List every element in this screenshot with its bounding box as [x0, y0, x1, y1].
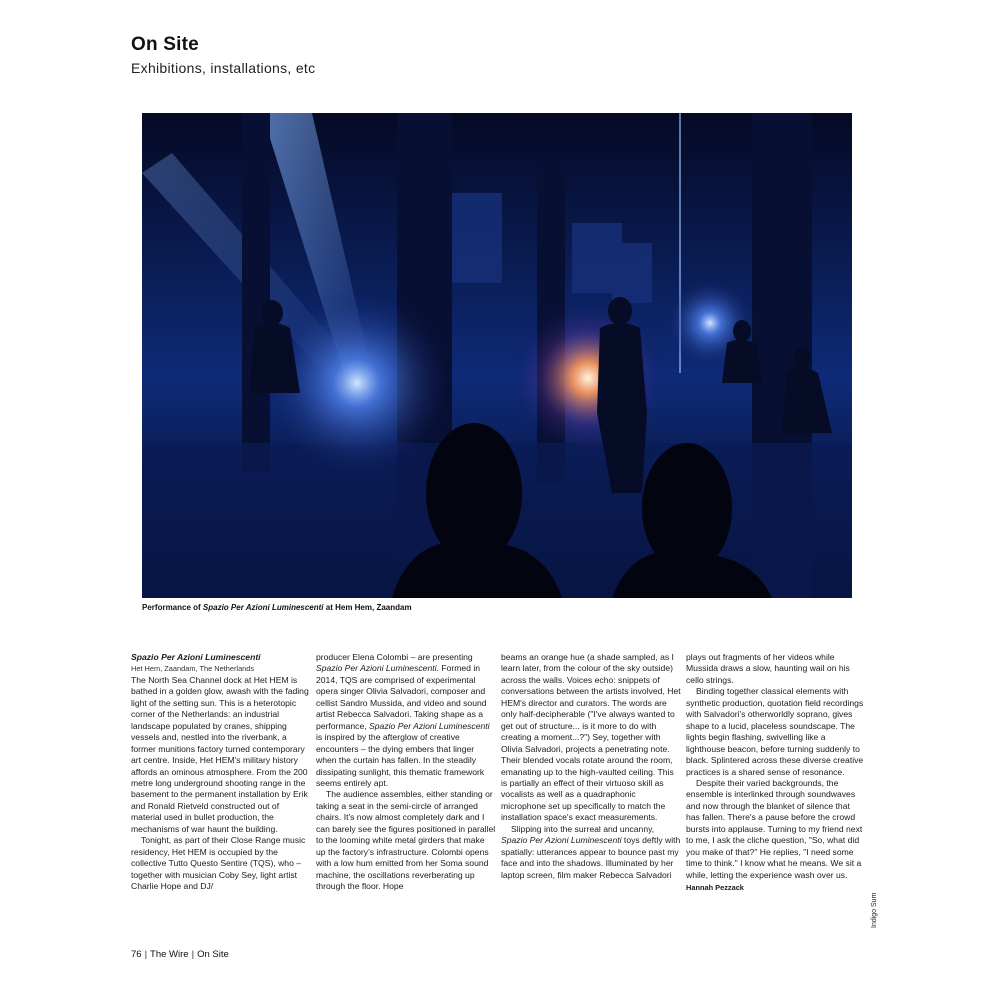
paragraph: The audience assembles, either standing or taking a seat in the semi-circle of arranged chairs. It's now almost completely dark and I can barely see the figures positioned in parallel to the looming white metal girders that make up the factory's infrastructure. Colombi opens with a low hum emitted from her Soma sound machine, the oscillations reverberating up through the floor. Hope [316, 789, 496, 892]
section-subtitle: Exhibitions, installations, etc [131, 60, 316, 76]
page-folio [131, 949, 229, 960]
folio-separator: | [191, 949, 195, 960]
paragraph: Tonight, as part of their Close Range music residency, Het HEM is occupied by the collective Tutto Questo Sentire (TQS), who – together with musician Coby Sey, light artist Charlie Hope and DJ/ [131, 835, 306, 892]
article-column-3 [501, 652, 681, 881]
section-title: On Site [131, 34, 199, 55]
paragraph: Despite their varied backgrounds, the ensemble is interlinked through soundwaves and now through the blanket of silence that has fallen. There's a pause before the crowd bursts into applause. Turning to my friend next to me, I ask the cliche question, "So, what did you make of that?" He replies, "I need some time to think." I know what he means. We sit a while, letting the experience wash over us. [686, 777, 863, 880]
paragraph: plays out fragments of her videos while Mussida draws a slow, haunting wail on his cello strings. [686, 652, 850, 685]
text-run: Slipping into the surreal and uncanny, [511, 823, 655, 834]
caption-suffix: at Hem Hem, Zaandam [323, 603, 412, 612]
photo-credit: Indigo Sum [871, 892, 878, 928]
text-run: is inspired by the afterglow of creative encounters – the dying embers that linger when the curtain has fallen. In the steadily dissipating sunlight, this thematic framework seems entirely apt. [316, 732, 485, 788]
paragraph: Binding together classical elements with synthetic production, quotation field recordings with Salvadori's otherworldly soprano, gives shape to a lucid, placeless soundscape. The lights begin flashing, swivelling like a lighthouse beacon, before turning suddenly to black. Splintered across these diverse creative practices is a shared sense of resonance. [686, 686, 864, 777]
page-number: 76 [131, 949, 142, 960]
work-title-italic: Spazio Per Azioni Luminescenti [369, 720, 490, 731]
caption-prefix: Performance of [142, 603, 203, 612]
magazine-name: The Wire [150, 949, 189, 960]
performance-photo [142, 113, 852, 598]
caption-work-title: Spazio Per Azioni Luminescenti [202, 603, 324, 612]
paragraph [501, 824, 681, 881]
article-column-4 [686, 652, 866, 894]
performance-photo-illustration [142, 113, 852, 598]
work-title-italic: Spazio Per Azioni Luminescenti [316, 663, 437, 674]
review-venue: Het Hem, Zaandam, The Netherlands [131, 664, 255, 674]
author-byline: Hannah Pezzack [686, 883, 744, 893]
text-run: toys deftly with spatially: utterances appear to bounce past my face and into the shadows. Illuminated by her laptop screen, film maker Rebecca Salvadori [501, 835, 681, 880]
work-title-italic: Spazio Per Azioni Luminescenti [501, 835, 622, 846]
folio-section: On Site [197, 949, 229, 960]
article-column-1 [131, 652, 311, 893]
paragraph: beams an orange hue (a shade sampled, as I learn later, from the colour of the sky outside) across the walls. Voices echo: snippets of conversations between the artists involved, Het HEM's director and curators. The words are only half-decipherable ("I've always wanted to get out of structure... is it more to do with creating a moment...?") Sey, together with Olivia Salvadori, projects a penetrating note. Their blended vocals rotate around the room, emanating up to the high-vaulted ceiling. This is partially an effect of their virtuoso skill as vocalists as well as a quadraphonic microphone set up specifically to match the installation space's exact measurements. [501, 652, 681, 823]
article-column-2 [316, 652, 496, 893]
photo-caption [142, 603, 412, 612]
folio-separator: | [144, 949, 148, 960]
review-title: Spazio Per Azioni Luminescenti [131, 652, 261, 662]
text-run: . Formed in 2014, TQS are comprised of experimental opera singer Olivia Salvadori, composer and cellist Sandro Mussida, and video and sound artist Rebecca Salvadori. Taking shape as a performance, [316, 663, 487, 731]
paragraph [316, 652, 496, 789]
text-run: producer Elena Colombi – are presenting [316, 652, 473, 662]
paragraph: The North Sea Channel dock at Het HEM is bathed in a golden glow, awash with the fading light of the setting sun. This is a heterotopic corner of the Netherlands: an industrial landscape populated by cranes, shipping vessels and, nestled into the riverbank, a former munitions factory turned contemporary art centre. Inside, Het HEM's military history affords an ominous atmosphere. From the 200 metre long underground shooting range in the basement to the permanent installation by Erik and Ronald Rietveld constructed out of material used in bullet production, the mechanisms of war haunt the building. [131, 674, 309, 834]
